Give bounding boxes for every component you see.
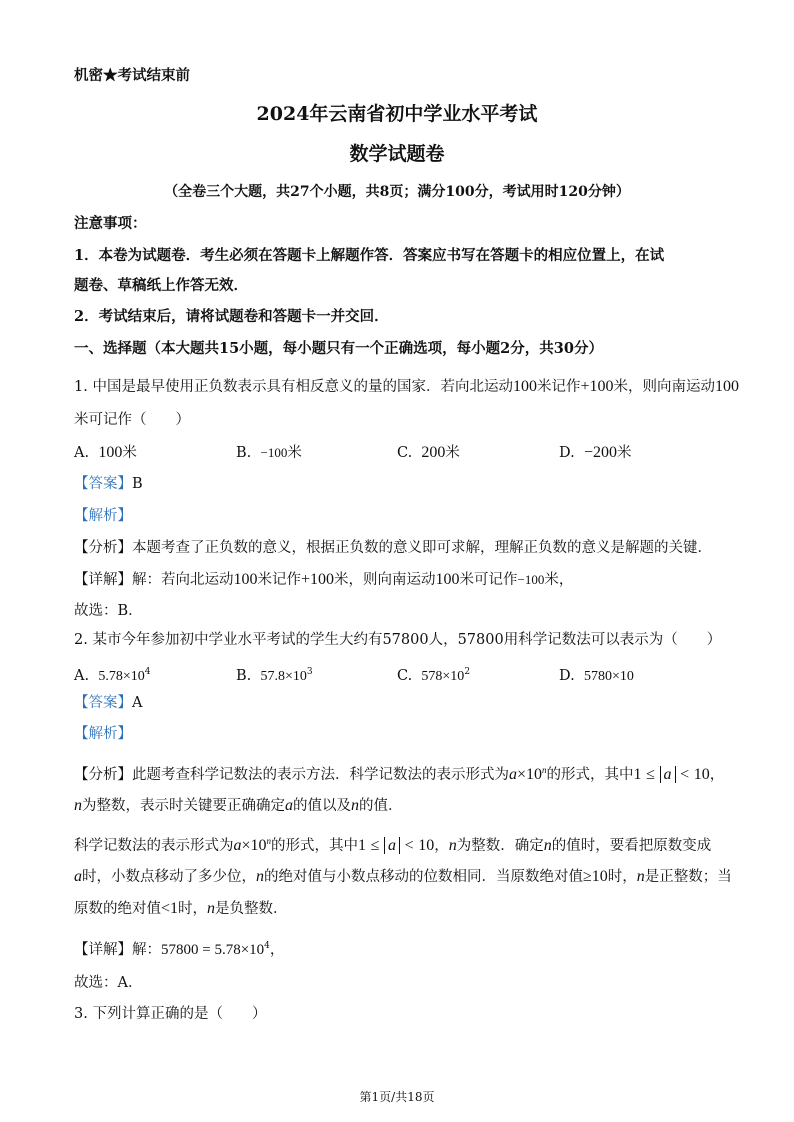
q2-option-a: A. $5.78\times 10^4$ [74,667,151,684]
q1-choose: 故选：B． [74,603,143,619]
notice-item-1: 1．本卷为试题卷．考生必须在答题卡上解题作答．答案应书写在答题卡的相应位置上，在试 [74,247,665,264]
q1-option-a: A. 100米 [74,444,137,461]
q2-explanation-3: 原数的绝对值<1时，n是负整数． [74,900,288,917]
q1-solution-label: 【解析】 [74,508,132,524]
exam-info: （全卷三个大题，共27个小题，共8页；满分100分，考试用时120分钟） [164,184,630,200]
notice-item-2: 2．考试结束后，请将试题卷和答题卡一并交回． [74,308,389,325]
q2-explanation-1: 科学记数法的表示形式为$a\times 10^n$的形式，其中1 ≤ a < 10，n为整数．确定n的值时，要看把原数变成 [74,836,712,854]
q2-option-c: C. $578\times 10^2$ [397,667,471,684]
section-heading: 一、选择题（本大题共15小题，每小题只有一个正确选项，每小题2分，共30分） [74,340,603,357]
q2-solution-label: 【解析】 [74,726,132,742]
question-3-stem: 3. 下列计算正确的是（ ） [74,1006,267,1022]
confidential-label: 机密★考试结束前 [74,67,190,84]
q1-answer: 【答案】B [74,476,143,492]
notice-item-1-cont: 题卷、草稿纸上作答无效． [74,277,248,294]
q2-option-d: D. 5780×10 [559,668,634,684]
q1-option-b: B. −100米 [236,445,302,461]
exam-title: 2024年云南省初中学业水平考试 [256,103,538,125]
q2-explanation-2: a时，小数点移动了多少位，n的绝对值与小数点移动的位数相同．当原数绝对值≥10时，n是正整数；当 [74,868,732,885]
q2-analysis-cont: n为整数，表示时关键要正确确定a的值以及n的值． [74,797,403,814]
paper-subtitle: 数学试题卷 [349,143,445,165]
q1-detail: 【详解】解：若向北运动100米记作+100米，则向南运动100米可记作−100米， [74,571,574,588]
question-2-stem: 2. 某市今年参加初中学业水平考试的学生大约有57800人，57800用科学记数法可以表示为（ ） [74,632,722,648]
q2-analysis: 【分析】此题考查科学记数法的表示方法．科学记数法的表示形式为$a\times 10^n$的形式，其中1 ≤ a < 10， [74,765,725,783]
notice-heading: 注意事项： [74,215,147,232]
question-1-stem-cont: 米可记作（ ） [74,412,190,428]
q1-option-c: C. 200米 [397,444,460,461]
page-number: 第1页/共18页 [359,1090,435,1104]
q2-detail: 【详解】解：$57800 = 5.78\times 10^4$， [74,941,285,958]
q1-analysis: 【分析】本题考查了正负数的意义，根据正负数的意义即可求解，理解正负数的意义是解题的关键． [74,540,712,556]
question-1-stem: 1. 中国是最早使用正负数表示具有相反意义的量的国家．若向北运动100米记作+100米，则向南运动100 [74,378,739,395]
q2-answer: 【答案】A [74,695,143,711]
q2-choose: 故选：A． [74,975,143,991]
q2-option-b: B. $57.8\times 10^3$ [236,667,313,684]
q1-option-d: D. −200米 [559,444,632,461]
